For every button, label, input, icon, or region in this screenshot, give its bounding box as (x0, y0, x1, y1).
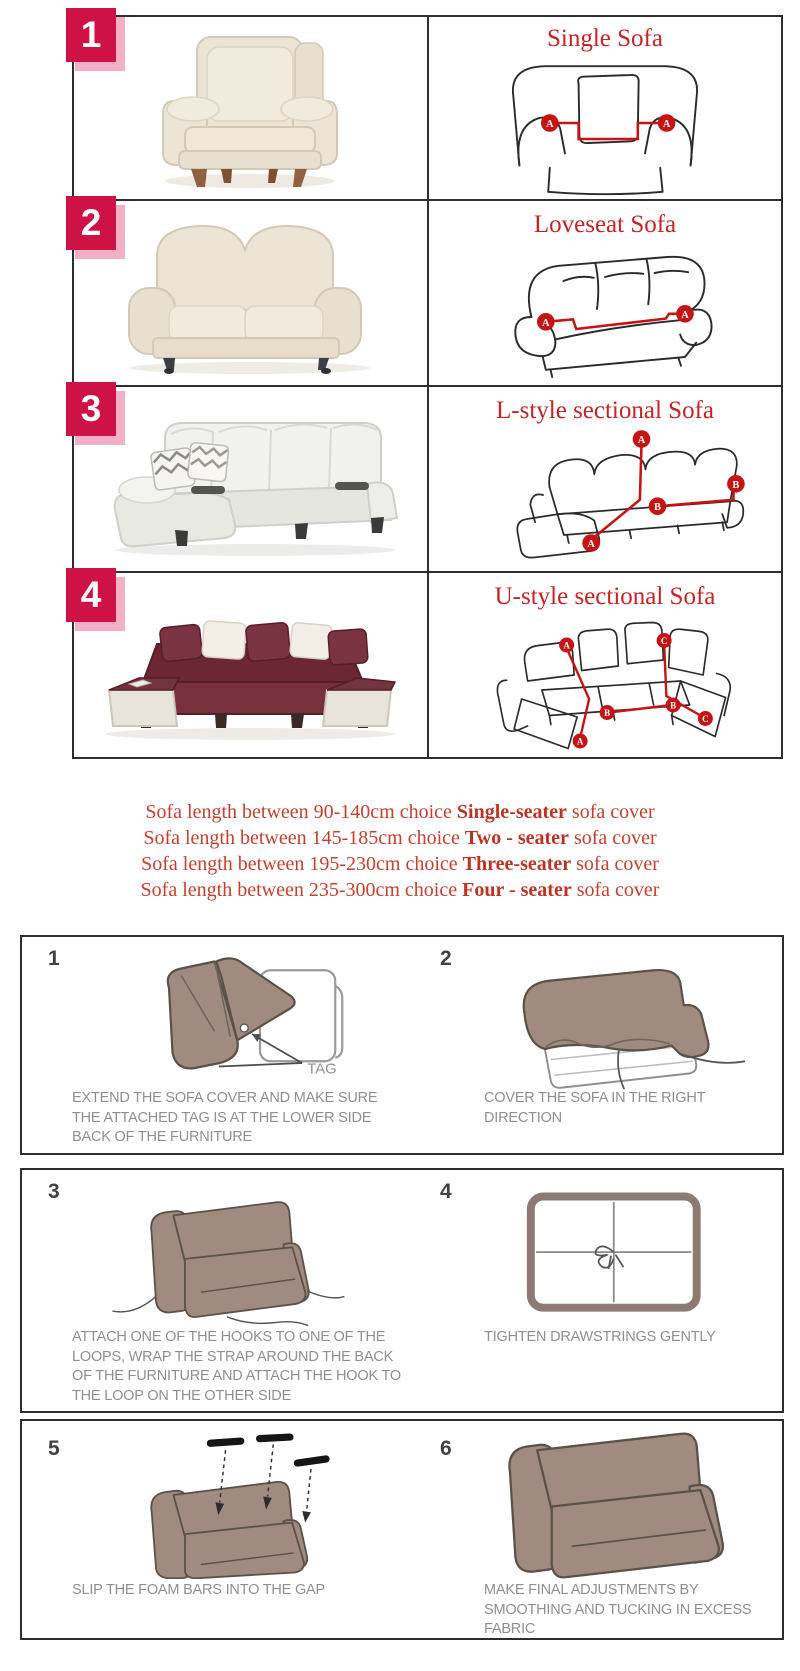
marker-letter: A (542, 317, 550, 329)
step-number: 1 (48, 947, 60, 970)
step-number: 6 (440, 1437, 452, 1460)
tag-label: TAG (307, 1061, 337, 1078)
single-sofa-cover-diagram (435, 51, 775, 199)
size-guide-line (0, 825, 800, 851)
marker-letter: A (546, 119, 554, 130)
tag-dot (240, 1024, 248, 1032)
row-badge-4 (66, 568, 116, 622)
guide-suffix: sofa cover (566, 801, 655, 823)
guide-suffix: sofa cover (571, 853, 659, 875)
guide-bold: Single-seater (456, 801, 567, 823)
u-sectional-diagram-cell (429, 575, 781, 757)
instruction-box-3 (20, 1419, 784, 1640)
step3-illustration (62, 1182, 392, 1327)
guide-bold: Four - seater (462, 879, 572, 901)
table-row-single-sofa (72, 15, 783, 201)
size-guide-line (0, 799, 800, 825)
step5-illustration (62, 1427, 392, 1579)
l-sectional-photo-illustration (95, 398, 405, 563)
badge-number: 1 (80, 14, 102, 55)
step6-illustration (462, 1423, 772, 1579)
step-number: 3 (48, 1180, 60, 1203)
step1-caption: EXTEND THE SOFA COVER AND MAKE SURE THE ATTACHED TAG IS AT THE LOWER SIDE BACK OF THE FURNITURE (72, 1090, 378, 1145)
loveseat-photo-illustration (105, 210, 395, 378)
instruction-box-2 (20, 1168, 784, 1413)
row-title: L-style sectional Sofa (496, 397, 714, 424)
guide-prefix: Sofa length between 90-140cm choice (145, 801, 457, 823)
armchair-photo-illustration (135, 23, 365, 193)
marker-letter: A (576, 736, 584, 747)
marker-letter: A (637, 435, 646, 446)
guide-prefix: Sofa length between 195-230cm choice (141, 853, 463, 875)
badge-number: 4 (80, 574, 102, 615)
marker-letter: B (604, 707, 611, 718)
single-sofa-photo (74, 17, 425, 199)
row-title: Single Sofa (547, 25, 663, 52)
step2-caption: COVER THE SOFA IN THE RIGHT DIRECTION (484, 1090, 706, 1126)
marker-letter: A (681, 309, 689, 321)
marker-letter: A (587, 539, 595, 550)
l-sectional-diagram-cell (429, 389, 781, 571)
u-sectional-photo (74, 575, 425, 757)
step3-caption: ATTACH ONE OF THE HOOKS TO ONE OF THE LOOPS, WRAP THE STRAP AROUND THE BACK OF THE FURNITURE AND ATTACH THE HOOK TO THE LOOP ON THE OTHER SIDE (72, 1329, 401, 1404)
loveseat-photo (74, 203, 425, 385)
size-guide-line (0, 851, 800, 877)
instruction-box-1 (20, 935, 784, 1155)
guide-suffix: sofa cover (571, 879, 660, 901)
badge-number: 3 (80, 388, 102, 429)
table-row-loveseat (72, 201, 783, 387)
marker-letter: B (670, 700, 677, 711)
size-guide-line (0, 877, 800, 903)
step-number: 5 (48, 1437, 60, 1460)
step2-illustration (462, 951, 762, 1091)
step4-caption: TIGHTEN DRAWSTRINGS GENTLY (484, 1329, 716, 1345)
guide-prefix: Sofa length between 235-300cm choice (140, 879, 463, 901)
table-row-u-sectional (72, 573, 783, 759)
step4-illustration (462, 1184, 762, 1322)
l-sectional-cover-diagram (435, 423, 780, 571)
marker-letter: B (732, 479, 740, 491)
size-guide-text (0, 799, 800, 903)
marker-letter: C (660, 635, 668, 646)
u-sectional-photo-illustration (95, 586, 405, 746)
loveseat-cover-diagram (435, 237, 775, 385)
u-sectional-cover-diagram (435, 609, 780, 759)
table-row-l-sectional (72, 387, 783, 573)
row-badge-2 (66, 196, 116, 250)
guide-bold: Two - seater (464, 827, 569, 849)
badge-number: 2 (80, 202, 102, 243)
step-number: 4 (440, 1180, 452, 1203)
step5-caption: SLIP THE FOAM BARS INTO THE GAP (72, 1582, 325, 1598)
row-title: U-style sectional Sofa (494, 583, 716, 610)
l-sectional-photo (74, 389, 425, 571)
row-title: Loveseat Sofa (533, 211, 677, 238)
step6-caption: MAKE FINAL ADJUSTMENTS BY SMOOTHING AND TUCKING IN EXCESS FABRIC (484, 1582, 752, 1637)
step1-illustration (82, 951, 382, 1091)
guide-bold: Three-seater (462, 853, 572, 875)
marker-letter: A (563, 640, 570, 651)
loveseat-diagram-cell (429, 203, 781, 385)
guide-suffix: sofa cover (568, 827, 657, 849)
row-badge-1 (66, 8, 116, 62)
guide-prefix: Sofa length between 145-185cm choice (143, 827, 465, 849)
marker-letter: C (702, 713, 709, 724)
row-badge-3 (66, 382, 116, 436)
marker-letter: B (654, 502, 661, 514)
step-number: 2 (440, 947, 452, 970)
marker-letter: A (662, 119, 671, 130)
single-sofa-diagram-cell (429, 17, 781, 199)
